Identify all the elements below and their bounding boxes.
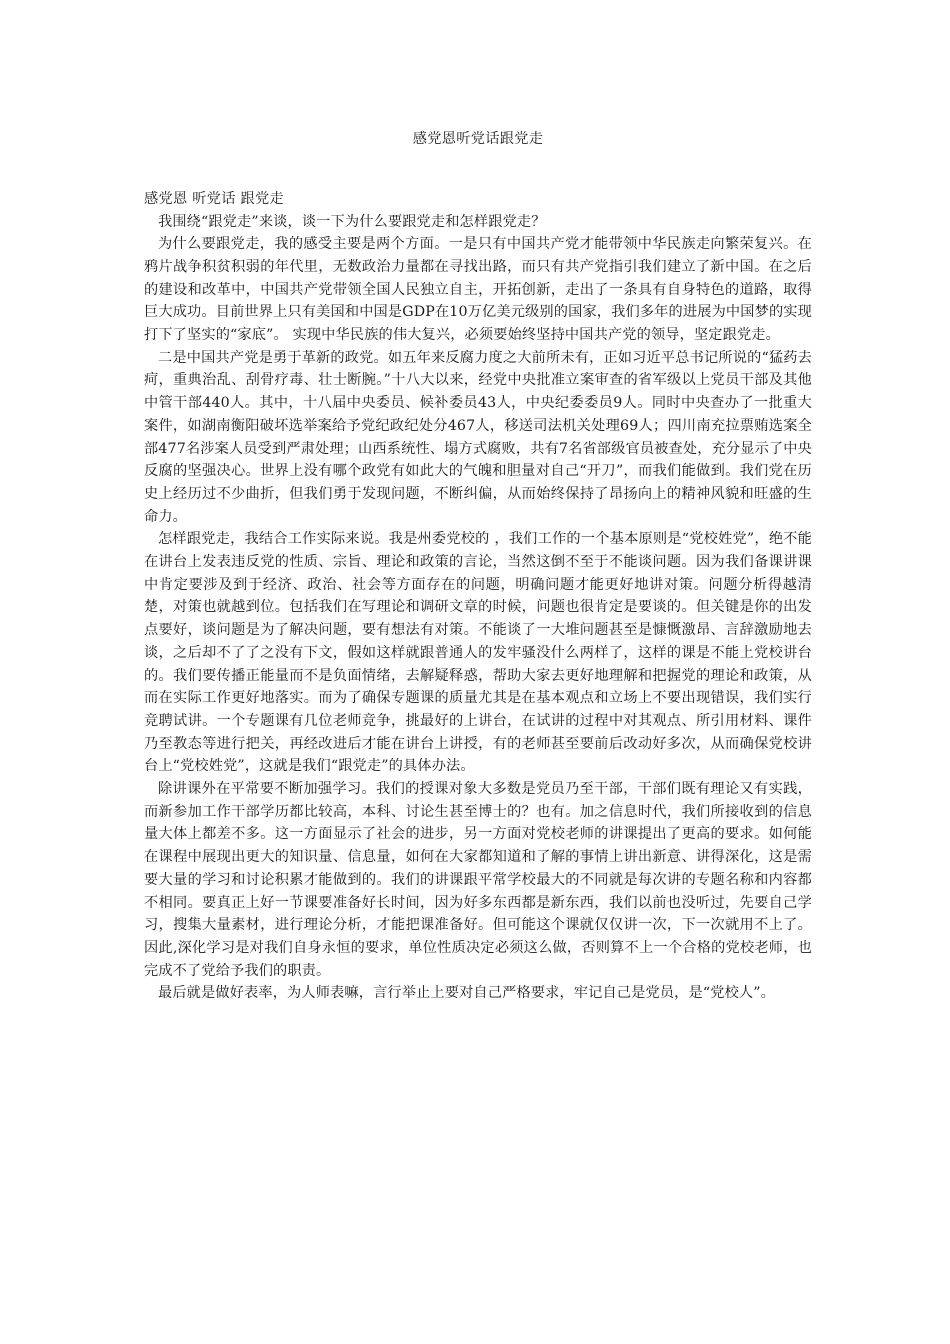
document-page <box>144 0 812 1005</box>
paragraph-study: 除讲课外在平常要不断加强学习。我们的授课对象大多数是党员乃至干部，干部们既有理论又有实践，而新参加工作干部学历都比较高，本科、讨论生甚至博士的？也有。加之信息时代，我们所接收到的信息量大体上都差不多。这一方面显示了社会的进步，另一方面对党校老师的讲课提出了更高的要求。如何能在课程中展现出更大的知识量、信息量，如何在大家都知道和了解的事情上讲出新意、讲得深化，这是需要大量的学习和讨论积累才能做到的。我们的讲课跟平常学校最大的不同就是每次讲的专题名称和内容都不相同。要真正上好一节课要准备好长时间，因为好多东西都是新东西，我们以前也没听过，先要自己学习，搜集大量素材，进行理论分析，才能把课准备好。但可能这个课就仅仅讲一次，下一次就用不上了。因此,深化学习是对我们自身永恒的要求，单位性质决定必须这么做，否则算不上一个合格的党校老师，也完成不了党给予我们的职责。 <box>144 781 812 979</box>
document-title: 感党恩听党话跟党走 <box>412 131 544 147</box>
paragraph-role-model: 最后就是做好表率，为人师表嘛，言行举止上要对自己严格要求，牢记自己是党员，是“党校人”。 <box>158 985 775 1002</box>
paragraph-intro: 我围绕“跟党走”来谈，谈一下为什么要跟党走和怎样跟党走？ <box>158 213 546 230</box>
paragraph-how-follow: 怎样跟党走，我结合工作实际来说。我是州委党校的 ，我们工作的一个基本原则是“党校姓党”，绝不能在讲台上发表违反党的性质、宗旨、理论和政策的言论，当然这倒不至于不能谈问题。因为我们备课讲课中肯定要涉及到于经济、政治、社会等方面存在的问题，明确问题才能更好地讲对策。问题分析得越清楚，对策也就越到位。包括我们在写理论和调研文章的时候，问题也很肯定是要谈的。但关键是你的出发点要好，谈问题是为了解决问题，要有想法有对策。不能谈了一大堆问题甚至是慷慨激昂、言辞激励地去谈，之后却不了了之没有下文，假如这样就跟普通人的发牢骚没什么两样了，这样的课是不能上党校讲台的。我们要传播正能量而不是负面情绪，去解疑释惑，帮助大家去更好地理解和把握党的理论和政策，从而在实际工作更好地落实。而为了确保专题课的质量尤其是在基本观点和立场上不要出现错误，我们实行竞聘试讲。一个专题课有几位老师竞争，挑最好的上讲台，在试讲的过程中对其观点、所引用材料、课件乃至教态等进行把关，再经改进后才能在讲台上讲授，有的老师甚至要前后改动好多次，从而确保党校讲台上“党校姓党”，这就是我们“跟党走”的具体办法。 <box>144 531 812 775</box>
document-subtitle: 感党恩 听党话 跟党走 <box>144 191 285 207</box>
paragraph-self-reform: 二是中国共产党是勇于革新的政党。如五年来反腐力度之大前所未有，正如习近平总书记所说的“猛药去疴，重典治乱、刮骨疗毒、壮士断腕。”十八大以来，经党中央批准立案审查的省军级以上党员干部及其他中管干部440人。其中，十八届中央委员、候补委员43人，中央纪委委员9人。同时中央查办了一批重大案件，如湖南衡阳破坏选举案给予党纪政纪处分467人，移送司法机关处理69人；四川南充拉票贿选案全部477名涉案人员受到严肃处理；山西系统性、塌方式腐败，共有7名省部级官员被查处，充分显示了中央反腐的坚强决心。世界上没有哪个政党有如此大的气魄和胆量对自己“开刀”，而我们能做到。我们党在历史上经历过不少曲折，但我们勇于发现问题，不断纠偏，从而始终保持了昂扬向上的精神风貌和旺盛的生命力。 <box>144 349 812 525</box>
paragraph-why-follow: 为什么要跟党走，我的感受主要是两个方面。一是只有中国共产党才能带领中华民族走向繁荣复兴。在鸦片战争积贫积弱的年代里，无数政治力量都在寻找出路，而只有共产党指引我们建立了新中国。在之后的建设和改革中，中国共产党带领全国人民独立自主，开拓创新，走出了一条具有自身特色的道路，取得巨大成功。目前世界上只有美国和中国是GDP在10万亿美元级别的国家，我们多年的进展为中国梦的实现打下了坚实的“家底”。 实现中华民族的伟大复兴，必须要始终坚持中国共产党的领导，坚定跟党走。 <box>144 236 812 344</box>
